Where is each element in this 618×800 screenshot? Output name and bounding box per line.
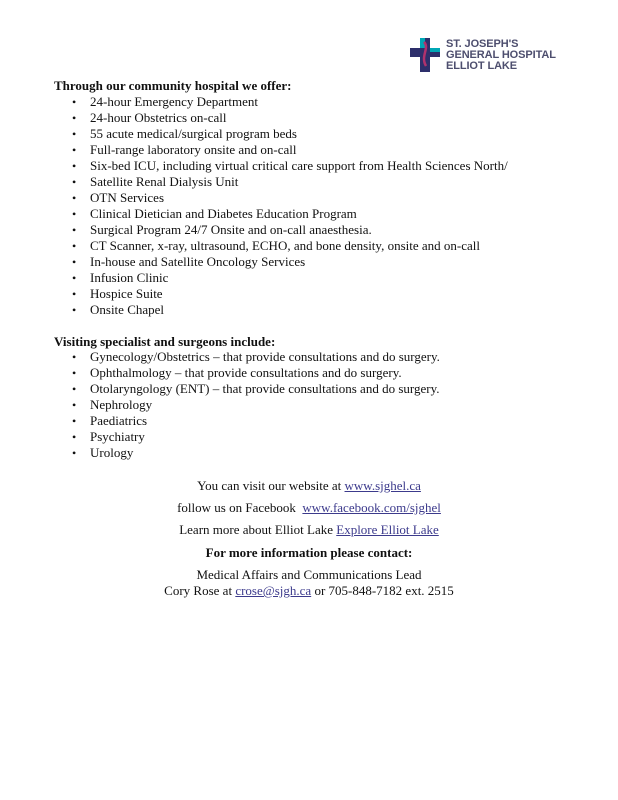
list-item: • In-house and Satellite Oncology Services [54,254,508,270]
offer-heading: Through our community hospital we offer: [54,78,292,93]
logo-line-2: GENERAL HOSPITAL [446,48,556,61]
list-item: • 24-hour Obstetrics on-call [54,110,508,126]
list-item: • Onsite Chapel [54,302,508,318]
list-item: • Urology [54,445,440,461]
list-item: • Psychiatry [54,429,440,445]
list-item: • Six-bed ICU, including virtual critical care support from Health Sciences North/ [54,158,508,174]
contact-line [0,583,618,599]
email-link[interactable]: crose@sjgh.ca [235,583,312,598]
logo-line-1: ST. JOSEPH'S [446,37,519,50]
list-item: • Otolaryngology (ENT) – that provide consultations and do surgery. [54,381,440,397]
contact-phone-text: or 705-848-7182 ext. 2515 [311,583,454,598]
list-item: • Satellite Renal Dialysis Unit [54,174,508,190]
explore-elliot-lake-link[interactable]: Explore Elliot Lake [336,522,439,537]
facebook-link[interactable]: www.facebook.com/sjghel [302,500,441,515]
logo-text [446,39,556,72]
website-line [0,478,618,494]
list-item: • Nephrology [54,397,440,413]
facebook-text: follow us on Facebook [177,500,303,515]
learn-more-line [0,522,618,538]
list-item: • Gynecology/Obstetrics – that provide consultations and do surgery. [54,349,440,365]
list-item: • Paediatrics [54,413,440,429]
list-item: • Full-range laboratory onsite and on-call [54,142,508,158]
logo-line-3: ELLIOT LAKE [446,59,518,72]
hospital-logo [410,36,556,74]
specialists-list [54,349,440,461]
contact-heading: For more information please contact: [205,545,413,560]
list-item: • Surgical Program 24/7 Onsite and on-call anaesthesia. [54,222,508,238]
learn-more-text: Learn more about Elliot Lake [179,522,337,537]
hospital-cross-logo-icon [410,36,440,74]
contact-name-text: Cory Rose at [164,583,236,598]
list-item: • CT Scanner, x-ray, ultrasound, ECHO, and bone density, onsite and on-call [54,238,508,254]
list-item: • Hospice Suite [54,286,508,302]
list-item: • Ophthalmology – that provide consultations and do surgery. [54,365,440,381]
list-item: • Infusion Clinic [54,270,508,286]
specialists-heading: Visiting specialist and surgeons include: [54,334,276,349]
offer-list [54,94,508,318]
list-item: • OTN Services [54,190,508,206]
list-item: • 55 acute medical/surgical program beds [54,126,508,142]
facebook-line [0,500,618,516]
list-item: • Clinical Dietician and Diabetes Education Program [54,206,508,222]
website-link[interactable]: www.sjghel.ca [344,478,421,493]
list-item: • 24-hour Emergency Department [54,94,508,110]
contact-role: Medical Affairs and Communications Lead [196,567,422,582]
website-text: You can visit our website at [197,478,345,493]
